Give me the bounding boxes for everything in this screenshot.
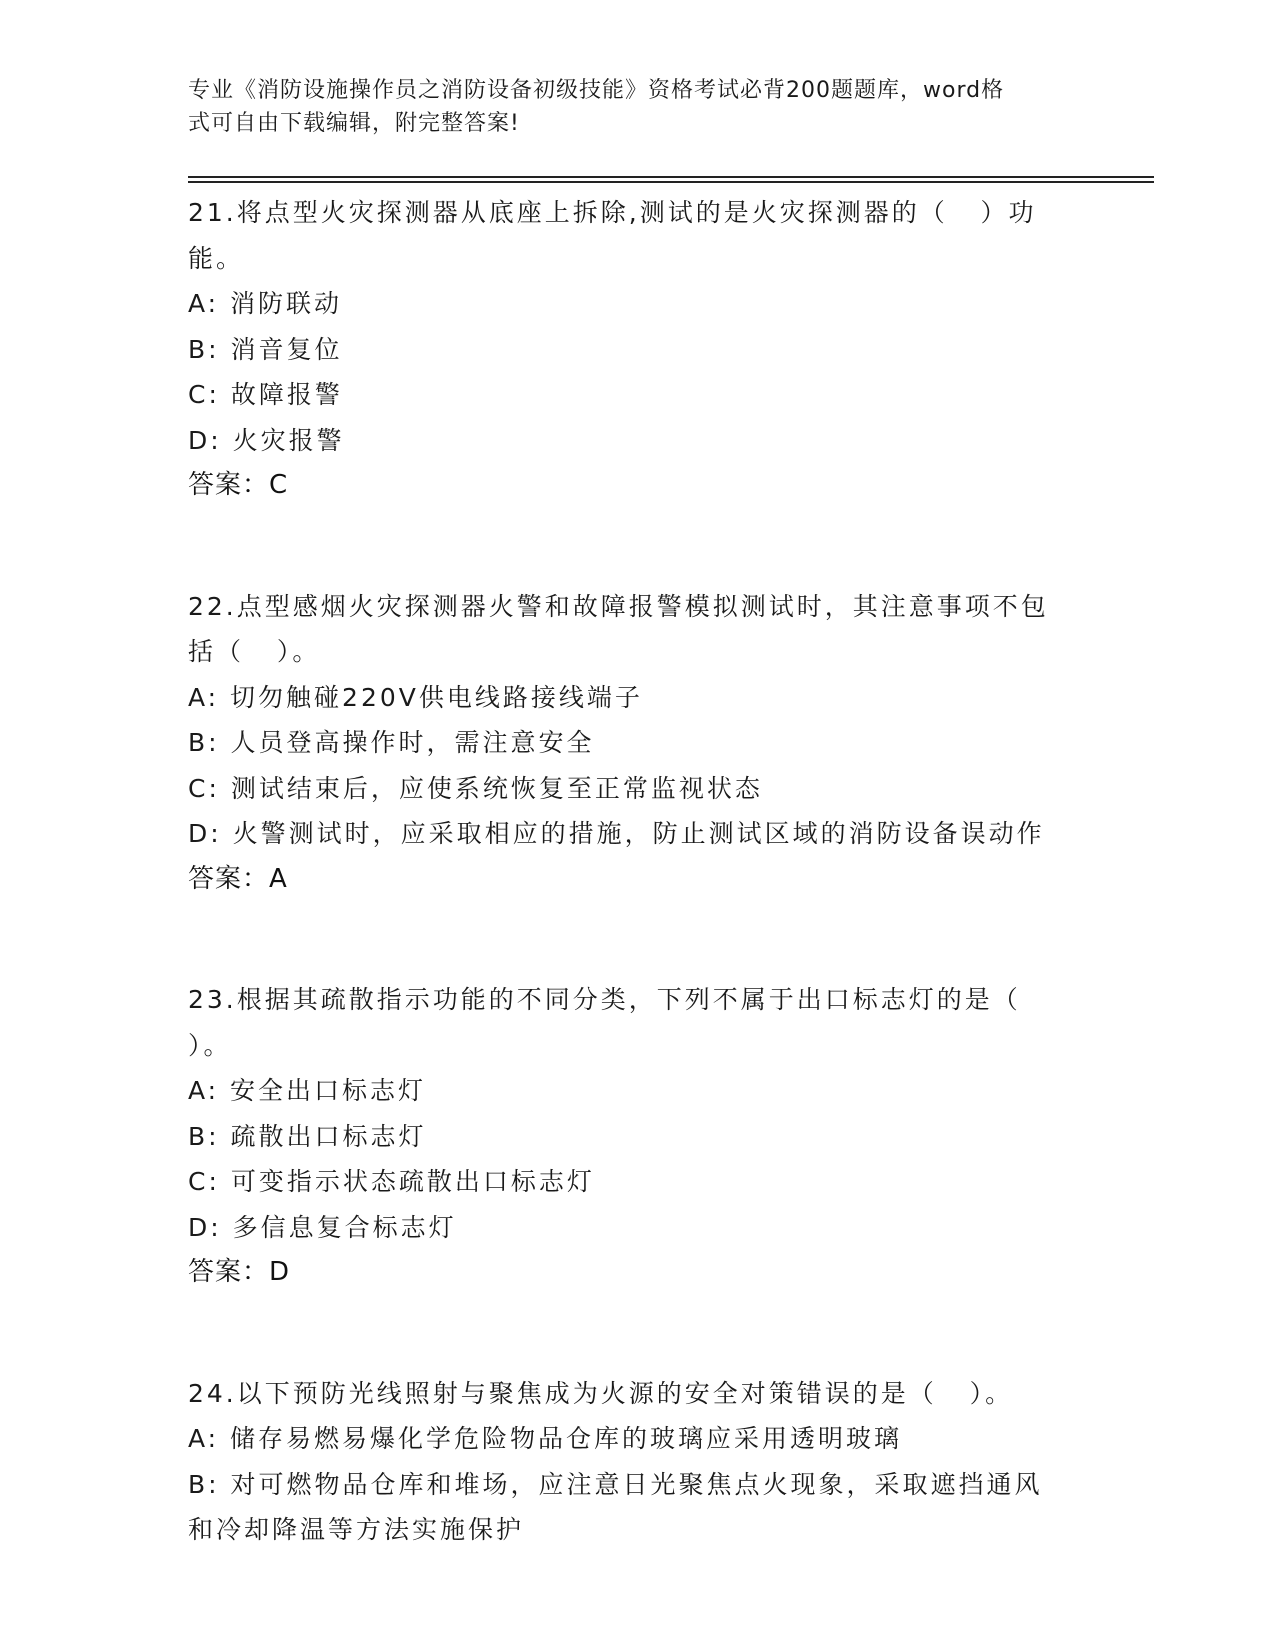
- option-a: A: 安全出口标志灯: [188, 1076, 427, 1105]
- question-list: [188, 190, 1088, 1553]
- spacer: [188, 509, 1088, 584]
- option-a: A: 储存易燃易爆化学危险物品仓库的玻璃应采用透明玻璃: [188, 1424, 903, 1453]
- question-21: [188, 190, 1088, 509]
- answer: 答案：D: [188, 1257, 291, 1287]
- spacer: [188, 1296, 1088, 1371]
- header-line-2: 式可自由下载编辑，附完整答案!: [188, 111, 520, 136]
- question-stem: 22.点型感烟火灾探测器火警和故障报警模拟测试时，其注意事项不包: [188, 591, 1049, 621]
- question-24: [188, 1371, 1088, 1553]
- question-stem: 23.根据其疏散指示功能的不同分类，下列不属于出口标志灯的是（: [188, 985, 1021, 1014]
- question-stem: 能。: [188, 243, 245, 273]
- answer: 答案：A: [188, 863, 288, 894]
- option-b-continued: 和冷却降温等方法实施保护: [188, 1515, 525, 1544]
- option-d: D: 火警测试时，应采取相应的措施，防止测试区域的消防设备误动作: [188, 819, 1045, 848]
- header-divider-bottom: [188, 181, 1154, 183]
- option-b: B: 对可燃物品仓库和堆场，应注意日光聚焦点火现象，采取遮挡通风: [188, 1469, 1043, 1499]
- question-stem: 21.将点型火灾探测器从底座上拆除,测试的是火灾探测器的（ ）功: [188, 198, 1037, 227]
- answer: 答案：C: [188, 470, 289, 500]
- option-b: B: 人员登高操作时，需注意安全: [188, 728, 595, 757]
- option-a: A: 消防联动: [188, 289, 343, 318]
- question-22: [188, 584, 1088, 903]
- option-b: B: 消音复位: [188, 334, 343, 364]
- question-stem: ）。: [188, 1030, 232, 1060]
- question-stem: 括（ ）。: [188, 637, 321, 666]
- option-d: D: 火灾报警: [188, 425, 345, 455]
- question-stem: 24.以下预防光线照射与聚焦成为火源的安全对策错误的是（ ）。: [188, 1378, 1014, 1408]
- header-line-1: 专业《消防设施操作员之消防设备初级技能》资格考试必背200题题库，word格: [188, 78, 1005, 103]
- document-header: [188, 74, 1068, 140]
- option-b: B: 疏散出口标志灯: [188, 1121, 427, 1151]
- option-c: C: 测试结束后，应使系统恢复至正常监视状态: [188, 773, 763, 803]
- option-c: C: 可变指示状态疏散出口标志灯: [188, 1167, 595, 1196]
- option-c: C: 故障报警: [188, 380, 343, 409]
- option-a: A: 切勿触碰220V供电线路接线端子: [188, 682, 643, 712]
- header-divider-top: [188, 176, 1154, 178]
- question-23: [188, 977, 1088, 1296]
- option-d: D: 多信息复合标志灯: [188, 1212, 457, 1242]
- spacer: [188, 902, 1088, 977]
